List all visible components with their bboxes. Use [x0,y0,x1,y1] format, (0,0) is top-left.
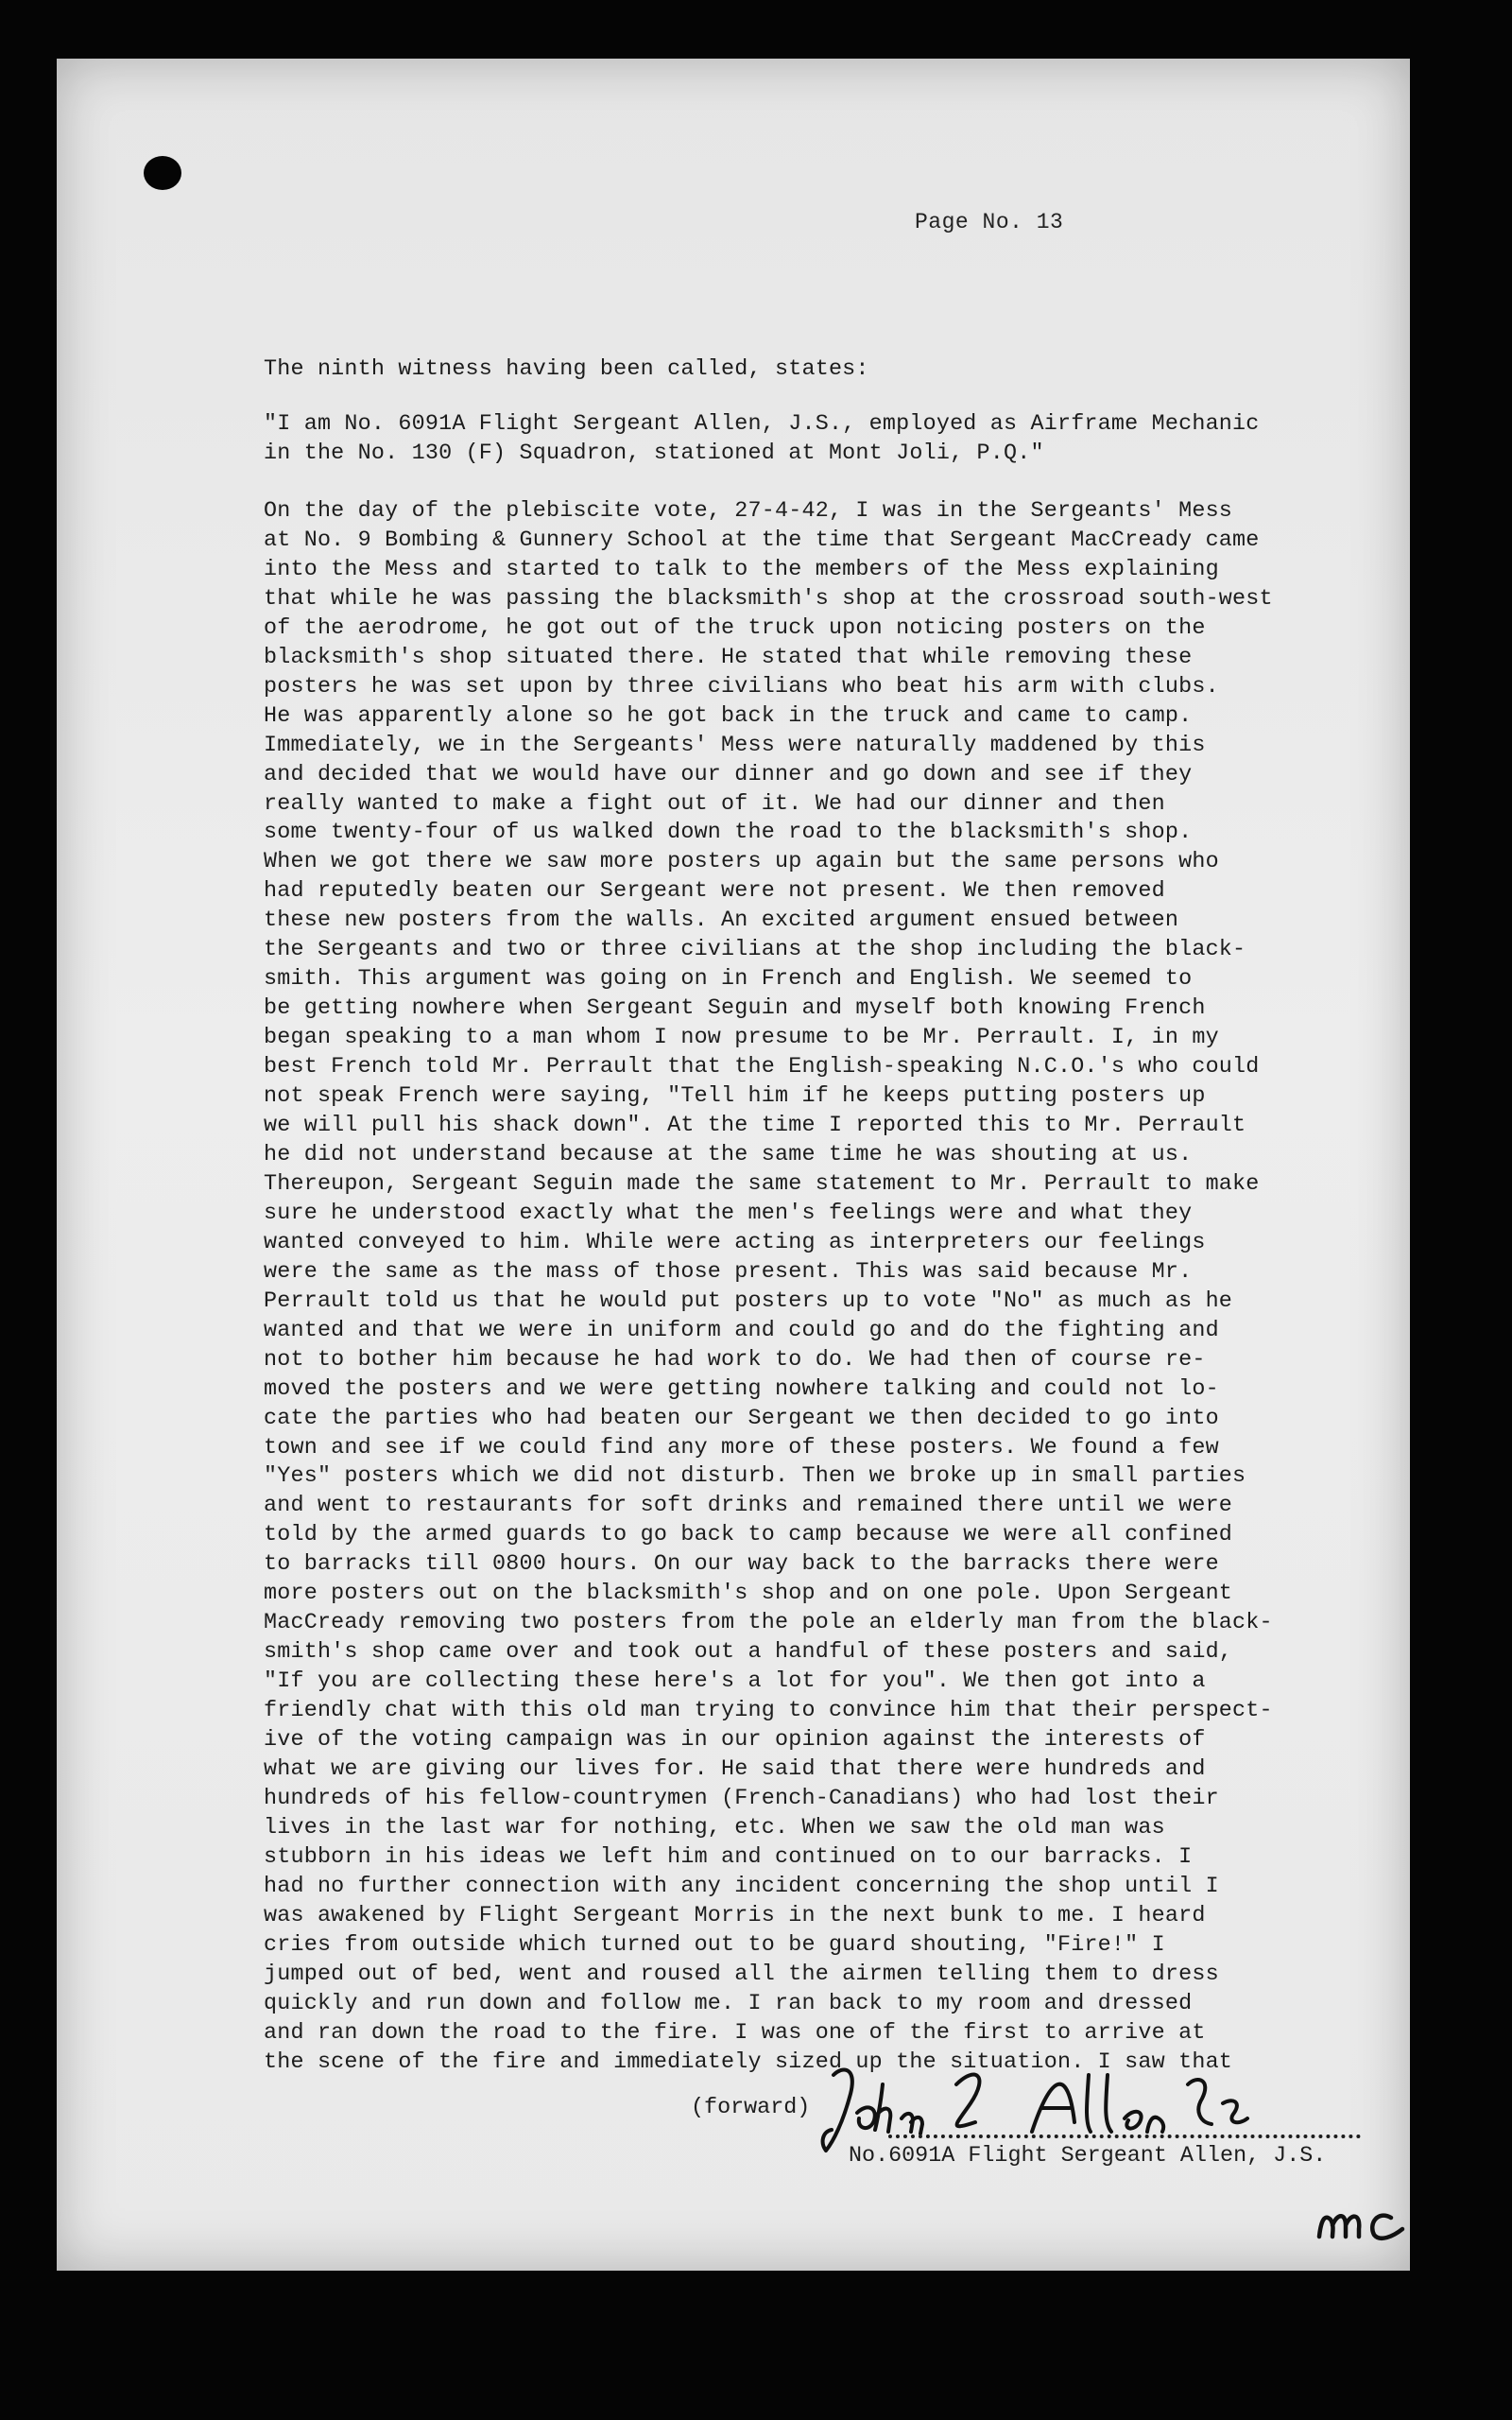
body-line: cate the parties who had beaten our Sergeant we then decided to go into [264,1406,1219,1431]
body-line: smith. This argument was going on in French and English. We seemed to [264,967,1193,993]
testimony-body [264,497,1273,2077]
body-line: "Yes" posters which we did not disturb. Then we broke up in small parties [264,1464,1246,1490]
signature-line [888,2127,1361,2138]
body-line: town and see if we could find any more of these posters. We found a few [264,1435,1219,1461]
body-line: of the aerodrome, he got out of the truck upon noticing posters on the [264,615,1206,641]
handwritten-initials [1312,2182,1416,2248]
body-line: sure he understood exactly what the men's feelings were and what they [264,1201,1193,1226]
body-line: "If you are collecting these here's a lot for you". We then got into a [264,1669,1206,1695]
body-line: lives in the last war for nothing, etc. When we saw the old man was [264,1815,1165,1841]
body-line: jumped out of bed, went and roused all the airmen telling them to dress [264,1962,1219,1987]
forward-label: (forward) [691,2096,811,2120]
body-line: stubborn in his ideas we left him and continued on to our barracks. I [264,1844,1193,1870]
body-line: On the day of the plebiscite vote, 27-4-42, I was in the Sergeants' Mess [264,499,1233,524]
page-number: Page No. 13 [915,210,1064,234]
body-line: not to bother him because he had work to do. We had then of course re- [264,1347,1206,1373]
body-line: moved the posters and we were getting nowhere talking and could not lo- [264,1376,1219,1402]
body-line: Immediately, we in the Sergeants' Mess were naturally maddened by this [264,733,1206,758]
body-line: not speak French were saying, "Tell him if he keeps putting posters up [264,1084,1206,1110]
body-line: and decided that we would have our dinner and go down and see if they [264,762,1193,787]
witness-statement [264,410,1260,469]
body-line: cries from outside which turned out to be guard shouting, "Fire!" I [264,1932,1165,1958]
body-line: ive of the voting campaign was in our opinion against the interests of [264,1728,1206,1754]
body-line: When we got there we saw more posters up again but the same persons who [264,850,1219,875]
body-line: blacksmith's shop situated there. He stated that while removing these [264,645,1193,670]
body-line: be getting nowhere when Sergeant Seguin and myself both knowing French [264,996,1206,1022]
body-line: wanted conveyed to him. While were acting as interpreters our feelings [264,1230,1206,1255]
body-line: was awakened by Flight Sergeant Morris in the next bunk to me. I heard [264,1903,1206,1928]
body-line: hundreds of his fellow-countrymen (French-Canadians) who had lost their [264,1786,1219,1811]
body-line: wanted and that we were in uniform and could go and do the fighting and [264,1318,1219,1343]
statement-line: "I am No. 6091A Flight Sergeant Allen, J.S., employed as Airframe Mechanic [264,412,1260,437]
body-line: and went to restaurants for soft drinks and remained there until we were [264,1494,1233,1519]
body-line: and ran down the road to the fire. I was one of the first to arrive at [264,2020,1206,2046]
body-line: friendly chat with this old man trying to convince him that their perspect- [264,1699,1273,1724]
body-line: more posters out on the blacksmith's shop and on one pole. Upon Sergeant [264,1582,1233,1607]
body-line: at No. 9 Bombing & Gunnery School at the time that Sergeant MacCready came [264,527,1260,553]
signatory-name: No.6091A Flight Sergeant Allen, J.S. [849,2144,1327,2169]
body-line: posters he was set upon by three civilians who beat his arm with clubs. [264,674,1219,700]
body-line: MacCready removing two posters from the pole an elderly man from the black- [264,1611,1273,1636]
statement-line: in the No. 130 (F) Squadron, stationed at Mont Joli, P.Q." [264,441,1044,466]
body-line: Thereupon, Sergeant Seguin made the same statement to Mr. Perrault to make [264,1171,1260,1197]
body-line: these new posters from the walls. An excited argument ensued between [264,908,1179,934]
body-line: Perrault told us that he would put posters up to vote "No" as much as he [264,1288,1233,1314]
body-line: the Sergeants and two or three civilians at the shop including the black- [264,938,1246,963]
body-line: best French told Mr. Perrault that the English-speaking N.C.O.'s who could [264,1055,1260,1080]
body-line: told by the armed guards to go back to camp because we were all confined [264,1523,1233,1548]
body-line: were the same as the mass of those present. This was said because Mr. [264,1259,1193,1285]
body-line: He was apparently alone so he got back in the truck and came to camp. [264,703,1193,729]
body-line: we will pull his shack down". At the time I reported this to Mr. Perrault [264,1114,1246,1139]
body-line: really wanted to make a fight out of it. We had our dinner and then [264,791,1165,817]
body-line: the scene of the fire and immediately sized up the situation. I saw that [264,2049,1233,2075]
body-line: what we are giving our lives for. He said that there were hundreds and [264,1756,1206,1782]
body-line: quickly and run down and follow me. I ran back to my room and dressed [264,1991,1193,2016]
body-line: into the Mess and started to talk to the members of the Mess explaining [264,557,1219,582]
body-line: had no further connection with any incident concerning the shop until I [264,1874,1219,1899]
punch-hole [144,156,181,190]
witness-intro: The ninth witness having been called, states: [264,357,869,382]
body-line: had reputedly beaten our Sergeant were not present. We then removed [264,879,1165,905]
body-line: that while he was passing the blacksmith's shop at the crossroad south-west [264,586,1273,612]
body-line: he did not understand because at the same time he was shouting at us. [264,1142,1193,1167]
body-line: began speaking to a man whom I now presume to be Mr. Perrault. I, in my [264,1026,1219,1051]
body-line: some twenty-four of us walked down the road to the blacksmith's shop. [264,821,1193,846]
body-line: smith's shop came over and took out a handful of these posters and said, [264,1640,1233,1666]
body-line: to barracks till 0800 hours. On our way back to the barracks there were [264,1552,1219,1578]
